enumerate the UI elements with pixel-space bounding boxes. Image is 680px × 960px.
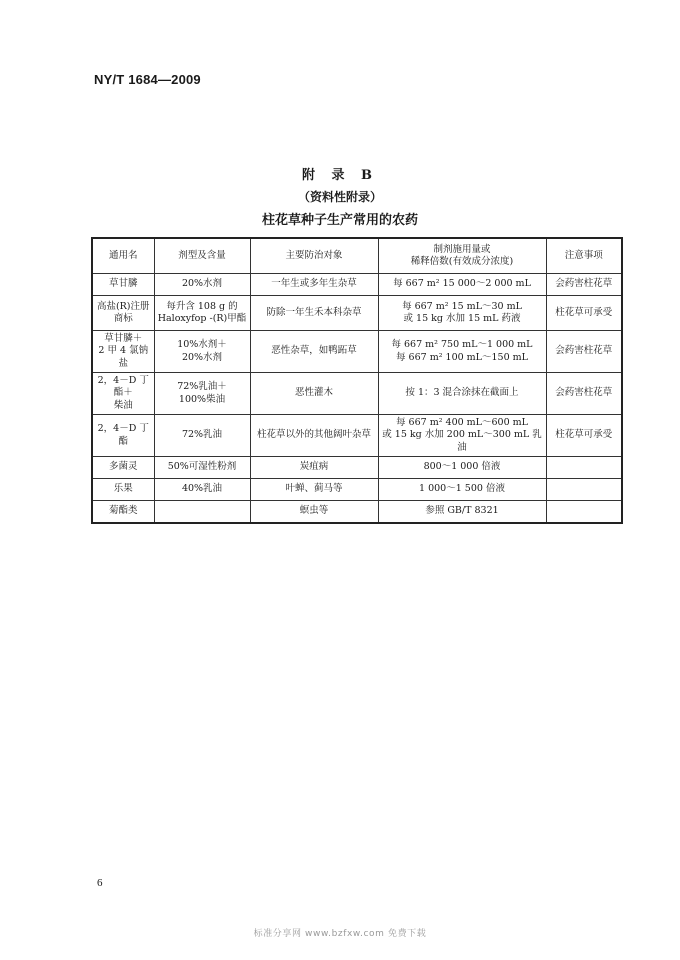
cell-formulation: 40%乳油 bbox=[154, 479, 250, 501]
cell-notes: 柱花草可承受 bbox=[546, 296, 622, 331]
cell-dosage: 每 667 m² 15 mL～30 mL 或 15 kg 水加 15 mL 药液 bbox=[378, 296, 546, 331]
cell-target: 恶性灌木 bbox=[250, 373, 378, 415]
pesticide-table bbox=[91, 237, 623, 524]
cell-common-name: 高盐(R)注册 商标 bbox=[92, 296, 154, 331]
cell-common-name: 多菌灵 bbox=[92, 457, 154, 479]
cell-target: 螟虫等 bbox=[250, 501, 378, 524]
cell-formulation: 50%可湿性粉剂 bbox=[154, 457, 250, 479]
appendix-header bbox=[0, 164, 680, 228]
header-notes: 注意事项 bbox=[546, 238, 622, 274]
table-row bbox=[92, 479, 622, 501]
cell-dosage: 按 1：3 混合涂抹在截面上 bbox=[378, 373, 546, 415]
cell-formulation: 10%水剂＋ 20%水剂 bbox=[154, 331, 250, 373]
header-dosage: 制剂施用量或 稀释倍数(有效成分浓度) bbox=[378, 238, 546, 274]
standard-code: NY/T 1684—2009 bbox=[94, 72, 201, 87]
cell-dosage: 每 667 m² 750 mL～1 000 mL 每 667 m² 100 mL～150 mL bbox=[378, 331, 546, 373]
cell-notes bbox=[546, 457, 622, 479]
cell-dosage: 每 667 m² 400 mL～600 mL 或 15 kg 水加 200 mL～300 mL 乳油 bbox=[378, 415, 546, 457]
cell-formulation: 每升含 108 g 的 Haloxyfop -(R)甲酯 bbox=[154, 296, 250, 331]
table-header-row bbox=[92, 238, 622, 274]
table-row bbox=[92, 501, 622, 524]
cell-target: 柱花草以外的其他阔叶杂草 bbox=[250, 415, 378, 457]
table-row bbox=[92, 415, 622, 457]
appendix-heading: 柱花草种子生产常用的农药 bbox=[261, 213, 418, 228]
appendix-title: 附 录 B bbox=[301, 168, 379, 183]
cell-notes bbox=[546, 501, 622, 524]
header-target: 主要防治对象 bbox=[250, 238, 378, 274]
page-number: 6 bbox=[97, 877, 103, 889]
table-row bbox=[92, 331, 622, 373]
cell-dosage: 每 667 m² 15 000～2 000 mL bbox=[378, 274, 546, 296]
cell-common-name: 2，4－D 丁酯 bbox=[92, 415, 154, 457]
cell-target: 炭疽病 bbox=[250, 457, 378, 479]
cell-notes: 会药害柱花草 bbox=[546, 274, 622, 296]
cell-target: 叶蝉、蓟马等 bbox=[250, 479, 378, 501]
cell-target: 防除一年生禾本科杂草 bbox=[250, 296, 378, 331]
cell-common-name: 2，4－D 丁酯＋ 柴油 bbox=[92, 373, 154, 415]
cell-common-name: 草甘膦 bbox=[92, 274, 154, 296]
cell-dosage: 参照 GB/T 8321 bbox=[378, 501, 546, 524]
table-row bbox=[92, 296, 622, 331]
cell-formulation: 72%乳油 bbox=[154, 415, 250, 457]
cell-notes: 会药害柱花草 bbox=[546, 373, 622, 415]
cell-formulation: 72%乳油＋ 100%柴油 bbox=[154, 373, 250, 415]
table-row bbox=[92, 457, 622, 479]
cell-notes: 柱花草可承受 bbox=[546, 415, 622, 457]
header-formulation: 剂型及含量 bbox=[154, 238, 250, 274]
header-common-name: 通用名 bbox=[92, 238, 154, 274]
table-row bbox=[92, 373, 622, 415]
cell-common-name: 菊酯类 bbox=[92, 501, 154, 524]
cell-notes: 会药害柱花草 bbox=[546, 331, 622, 373]
cell-common-name: 草甘膦＋ 2 甲 4 氯钠盐 bbox=[92, 331, 154, 373]
appendix-type: （资料性附录） bbox=[297, 190, 382, 204]
cell-notes bbox=[546, 479, 622, 501]
table-row bbox=[92, 274, 622, 296]
cell-target: 恶性杂草，如鸭跖草 bbox=[250, 331, 378, 373]
footer-watermark: 标准分享网 www.bzfxw.com 免费下载 bbox=[253, 929, 427, 939]
cell-target: 一年生或多年生杂草 bbox=[250, 274, 378, 296]
cell-dosage: 1 000～1 500 倍液 bbox=[378, 479, 546, 501]
cell-formulation: 20%水剂 bbox=[154, 274, 250, 296]
cell-common-name: 乐果 bbox=[92, 479, 154, 501]
cell-formulation bbox=[154, 501, 250, 524]
cell-dosage: 800～1 000 倍液 bbox=[378, 457, 546, 479]
